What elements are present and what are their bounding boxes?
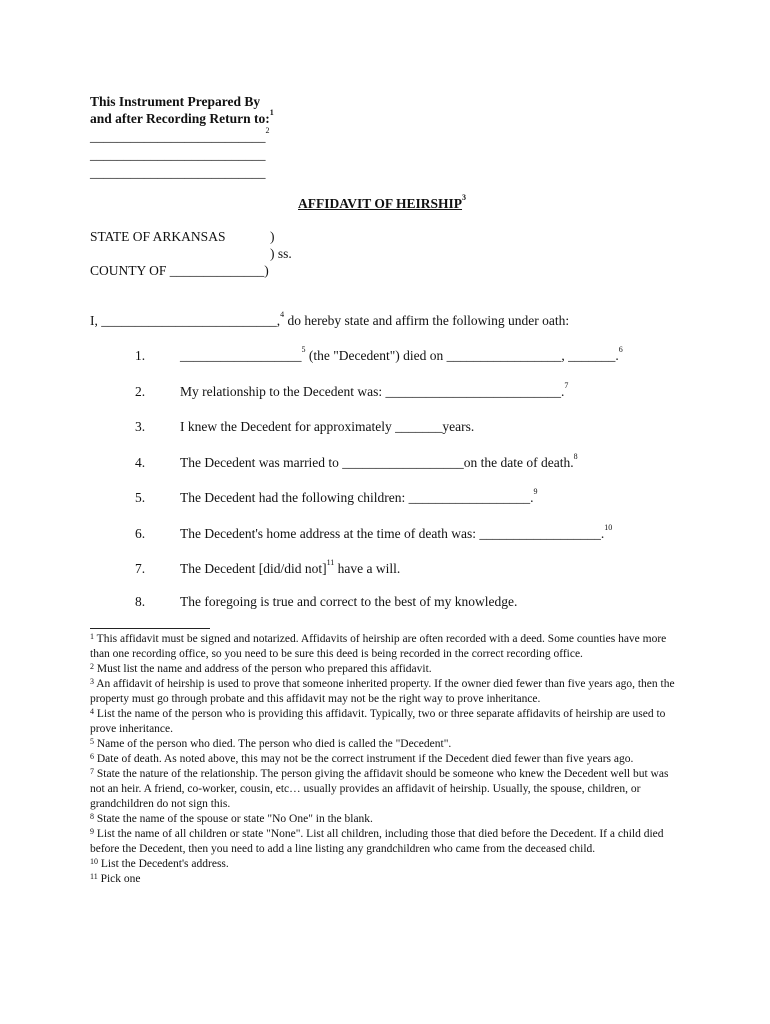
item-text-part: __________________ xyxy=(180,348,302,363)
title-text: AFFIDAVIT OF HEIRSHIP xyxy=(298,196,463,211)
footnote-text: List the name of all children or state "None". List all children, including those that died before the Decedent. If a child died before the Decedent, then you need to add a line listing any grandchildren who came from the deceased child. xyxy=(90,828,664,855)
footnote-ref: 1 xyxy=(269,108,274,117)
footnote-number: 9 xyxy=(90,827,94,836)
footnote-number: 4 xyxy=(90,707,94,716)
footnote-ref: 5 xyxy=(301,345,306,354)
item-text: I knew the Decedent for approximately _______years. xyxy=(180,419,475,434)
footnote-number: 7 xyxy=(90,767,94,776)
venue-paren-1: ) xyxy=(270,229,275,244)
footnote-text: State the name of the spouse or state "No One" in the blank. xyxy=(96,813,373,825)
footnote-ref: 4 xyxy=(280,310,285,319)
footnote-number: 8 xyxy=(90,812,94,821)
footnote xyxy=(90,767,680,812)
footnote-ref: 10 xyxy=(604,523,613,532)
item-text xyxy=(180,558,401,577)
footnote xyxy=(90,752,680,767)
item-text xyxy=(180,523,613,542)
footnote-text: Pick one xyxy=(100,873,141,885)
item-number: 6. xyxy=(135,526,146,541)
item-text-part: My relationship to the Decedent was: __________________________. xyxy=(180,384,565,399)
footnote-ref: 3 xyxy=(462,193,467,202)
item-text-part: The Decedent's home address at the time of death was: __________________. xyxy=(180,526,605,541)
item-number: 1. xyxy=(135,348,146,363)
item-text-part: The Decedent had the following children: __________________. xyxy=(180,490,534,505)
return-to-blank-2: __________________________ xyxy=(90,147,266,162)
footnote-number: 1 xyxy=(90,632,94,641)
footnote-text: Name of the person who died. The person who died is called the "Decedent". xyxy=(96,738,452,750)
footnote-number: 2 xyxy=(90,662,94,671)
footnote-text: This affidavit must be signed and notarized. Affidavits of heirship are often recorded with a deed. Some counties have more than one recording office, so you need to be sure this deed is being recorded in the correct recording office. xyxy=(90,633,667,660)
item-number: 2. xyxy=(135,384,146,399)
footnote-ref: 9 xyxy=(533,487,538,496)
return-to-text: and after Recording Return to: xyxy=(90,111,270,126)
footnote xyxy=(90,827,680,857)
item-number: 7. xyxy=(135,561,146,576)
footnote xyxy=(90,677,680,707)
return-to-line xyxy=(90,108,274,127)
footnote-number: 5 xyxy=(90,737,94,746)
footnote xyxy=(90,737,680,752)
footnote-number: 10 xyxy=(90,857,98,866)
document-title xyxy=(298,193,467,212)
item-text-part: have a will. xyxy=(334,561,401,576)
item-text-part: The Decedent was married to __________________on the date of death. xyxy=(180,455,574,470)
item-text-part: The Decedent [did/did not] xyxy=(180,561,327,576)
item-text xyxy=(180,345,623,364)
item-text-part: (the "Decedent") died on _________________, _______. xyxy=(305,348,619,363)
footnote-separator xyxy=(90,628,210,629)
footnote xyxy=(90,632,680,662)
intro-suffix: do hereby state and affirm the following under oath: xyxy=(284,313,570,328)
footnote-ref: 11 xyxy=(326,558,335,567)
item-text xyxy=(180,487,538,506)
footnote xyxy=(90,707,680,737)
footnote-number: 3 xyxy=(90,677,94,686)
return-to-blank-1 xyxy=(90,126,270,145)
footnote-ref: 7 xyxy=(564,381,569,390)
item-number: 8. xyxy=(135,594,146,609)
footnote-ref: 2 xyxy=(265,126,270,135)
footnote-number: 11 xyxy=(90,872,98,881)
footnotes xyxy=(90,632,680,887)
venue-county: COUNTY OF ______________) xyxy=(90,263,269,278)
item-number: 4. xyxy=(135,455,146,470)
footnote-number: 6 xyxy=(90,752,94,761)
venue-paren-2: ) ss. xyxy=(270,246,292,261)
footnote-ref: 6 xyxy=(618,345,623,354)
footnote-text: List the name of the person who is providing this affidavit. Typically, two or three separate affidavits of heirship are used to prove inheritance. xyxy=(90,708,666,735)
footnote-text: List the Decedent's address. xyxy=(100,858,229,870)
footnote xyxy=(90,812,680,827)
return-to-blank-3: __________________________ xyxy=(90,165,266,180)
footnote-text: An affidavit of heirship is used to prove that someone inherited property. If the owner died fewer than five years ago, then the property must go through probate and this affidavit may not be the right way to prove inheritance. xyxy=(90,678,675,705)
intro-prefix: I, __________________________, xyxy=(90,313,281,328)
footnote-text: Must list the name and address of the person who prepared this affidavit. xyxy=(96,663,432,675)
footnote xyxy=(90,872,680,887)
blank-line: __________________________ xyxy=(90,129,266,144)
intro-statement xyxy=(90,310,570,329)
prepared-by-line: This Instrument Prepared By xyxy=(90,94,261,109)
item-text xyxy=(180,381,569,400)
item-text xyxy=(180,452,578,471)
footnote-text: State the nature of the relationship. The person giving the affidavit should be someone who knew the Decedent well but was not an heir. A friend, co-worker, cousin, etc… usually provides an affidavit of heirship. Usually, the spouse, children, or grandchildren do not sign this. xyxy=(90,768,669,810)
footnote xyxy=(90,662,680,677)
footnote xyxy=(90,857,680,872)
venue-state: STATE OF ARKANSAS xyxy=(90,229,226,244)
item-number: 3. xyxy=(135,419,146,434)
item-number: 5. xyxy=(135,490,146,505)
footnote-text: Date of death. As noted above, this may not be the correct instrument if the Decedent died fewer than five years ago. xyxy=(96,753,634,765)
item-text: The foregoing is true and correct to the best of my knowledge. xyxy=(180,594,518,609)
footnote-ref: 8 xyxy=(573,452,578,461)
